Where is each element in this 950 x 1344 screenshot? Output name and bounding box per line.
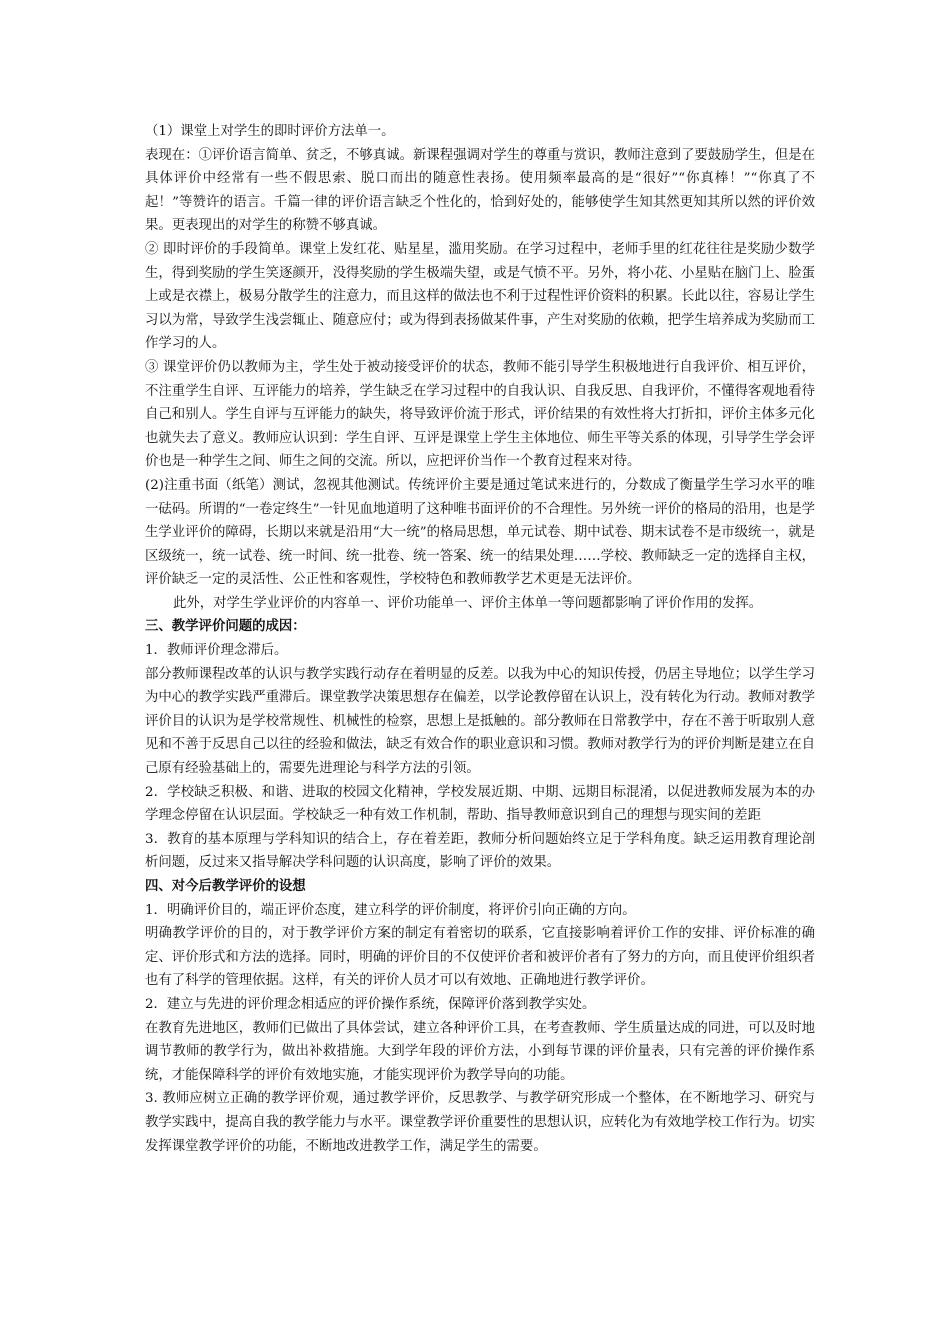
paragraph: ③ 课堂评价仍以教师为主，学生处于被动接受评价的状态，教师不能引导学生积极地进行自我评价、相互评价，不注重学生自评、互评能力的培养，学生缺乏在学习过程中的自我认识、自我反思、自我评价，不懂得客观地看待自己和别人。学生自评与互评能力的缺失，将导致评价流于形式，评价结果的有效性将大打折扣，评价主体多元化也就失去了意义。教师应认识到：学生自评、互评是课堂上学生主体地位、师生平等关系的体现，引导学生学会评价也是一种学生之间、师生之间的交流。所以，应把评价当作一个教育过程来对待。 (145, 359, 815, 470)
paragraph: 1．明确评价目的，端正评价态度，建立科学的评价制度，将评价引向正确的方向。 (145, 902, 636, 918)
paragraph: 表现在：①评价语言简单、贫乏，不够真诚。新课程强调对学生的尊重与赏识，教师注意到了要鼓励学生，但是在具体评价中经常有一些不假思索、脱口而出的随意性表扬。使用频率最高的是“很好”“你真棒！”“你真了不起！”等赞许的语言。千篇一律的评价语言缺乏个性化的，恰到好处的，能够使学生知其然更知其所以然的评价效果。更表现出的对学生的称赞不够真诚。 (145, 147, 815, 234)
paragraph: 2．建立与先进的评价理念相适应的评价操作系统，保障评价落到教学实处。 (145, 996, 596, 1012)
paragraph: 在教育先进地区，教师们已做出了具体尝试，建立各种评价工具，在考查教师、学生质量达成的同进，可以及时地调节教师的教学行为，做出补救措施。大到学年段的评价方法，小到每节课的评价量表，只有完善的评价操作系统，才能保障科学的评价有效地实施，才能实现评价为教学导向的功能。 (145, 1020, 815, 1083)
section-heading: 四、对今后教学评价的设想 (145, 878, 306, 894)
paragraph: ② 即时评价的手段简单。课堂上发红花、贴星星，滥用奖励。在学习过程中，老师手里的红花往往是奖励少数学生，得到奖励的学生笑逐颜开，没得奖励的学生极端失望，或是气愤不平。另外，将小花、小星贴在脑门上、脸蛋上或是衣襟上，极易分散学生的注意力，而且这样的做法也不利于过程性评价资料的积累。长此以往，容易让学生习以为常，导致学生浅尝辄止、随意应付；或为得到表扬做某件事，产生对奖励的依赖，把学生培养成为奖励而工作学习的人。 (145, 241, 815, 352)
document-page (145, 120, 815, 1158)
section-heading: 三、教学评价问题的成因： (145, 618, 306, 635)
paragraph: （1）课堂上对学生的即时评价方法单一。 (145, 124, 395, 139)
paragraph: 部分教师课程改革的认识与教学实践行动存在着明显的反差。以我为中心的知识传授，仍居主导地位；以学生学习为中心的教学实践严重滞后。课堂教学决策思想存在偏差，以学论教停留在认识上，没有转化为行动。教师对教学评价目的认识为是学校常规性、机械性的检察，思想上是抵触的。部分教师在日常教学中，存在不善于听取别人意见和不善于反思自己以往的经验和做法，缺乏有效合作的职业意识和习惯。教师对教学行为的评价判断是建立在自己原有经验基础上的，需要先进理论与科学方法的引领。 (145, 666, 815, 777)
paragraph: (2)注重书面（纸笔）测试，忽视其他测试。传统评价主要是通过笔试来进行的，分数成了衡量学生学习水平的唯一砝码。所谓的“一卷定终生”一针见血地道明了这种唯书面评价的不合理性。另外统一评价的格局的沿用，也是学生学业评价的障碍，长期以来就是沿用“大一统”的格局思想，单元试卷、期中试卷、期末试卷不是市级统一，就是区级统一，统一试卷、统一时间、统一批卷、统一答案、统一的结果处理……学校、教师缺乏一定的选择自主权，评价缺乏一定的灵活性、公正性和客观性，学校特色和教师教学艺术更是无法评价。 (145, 477, 815, 588)
paragraph: 明确教学评价的目的，对于教学评价方案的制定有着密切的联系，它直接影响着评价工作的安排、评价标准的确定、评价形式和方法的选择。同时，明确的评价目的不仅使评价者和被评价者有了努力的方向，而且使评价组织者也有了科学的管理依据。这样，有关的评价人员才可以有效地、正确地进行教学评价。 (145, 926, 815, 989)
paragraph: 1．教师评价理念滞后。 (145, 643, 288, 659)
paragraph: 此外，对学生学业评价的内容单一、评价功能单一、评价主体单一等问题都影响了评价作用的发挥。 (173, 595, 763, 611)
paragraph: 3．教育的基本原理与学科知识的结合上，存在着差距，教师分析问题始终立足于学科角度。缺乏运用教育理论剖析问题，反过来又指导解决学科问题的认识高度，影响了评价的效果。 (145, 831, 815, 871)
paragraph: 2．学校缺乏积极、和谐、进取的校园文化精神，学校发展近期、中期、远期目标混淆，以促进教师发展为本的办学理念停留在认识层面。学校缺乏一种有效工作机制，帮助、指导教师意识到自己的理想与现实间的差距 (145, 784, 815, 824)
paragraph: 3. 教师应树立正确的教学评价观，通过教学评价，反思教学、与教学研究形成一个整体，在不断地学习、研究与教学实践中，提高自我的教学能力与水平。课堂教学评价重要性的思想认识，应转化为有效地学校工作行为。切实发挥课堂教学评价的功能，不断地改进教学工作，满足学生的需要。 (145, 1091, 815, 1154)
